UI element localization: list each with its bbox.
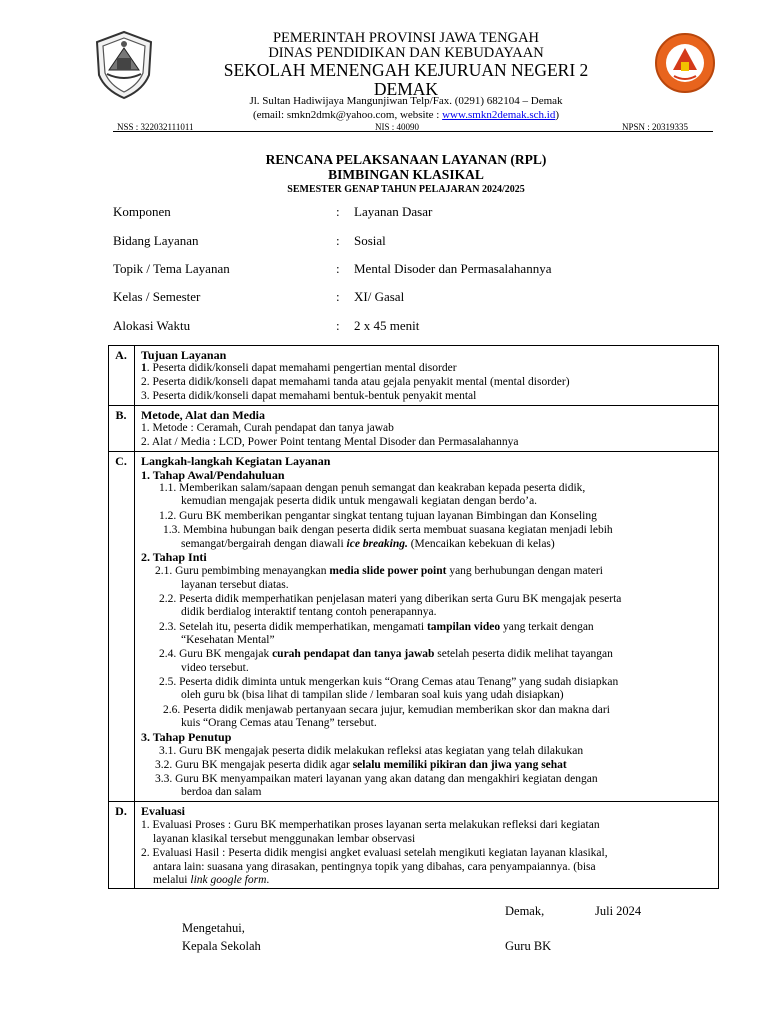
field-value-komponen: Layanan Dasar	[354, 204, 433, 219]
section-d-letter: D.	[115, 804, 127, 818]
step-2-2-cont: didik berdialog interaktif tentang contoh penerapannya.	[181, 606, 437, 618]
header-email: (email: smkn2dmk@yahoo.com, website :	[252, 109, 443, 121]
header-department: DINAS PENDIDIKAN DAN KEBUDAYAAN	[268, 45, 544, 61]
header-contact	[0, 109, 768, 122]
semester-label: SEMESTER GENAP TAHUN PELAJARAN 2024/2025	[287, 184, 525, 195]
row-divider	[108, 451, 719, 452]
section-b-letter: B.	[115, 408, 127, 422]
nis-number: NIS : 40090	[375, 122, 420, 132]
section-a-item-2: 2. Peserta didik/konseli dapat memahami tanda atau gejala penyakit mental (mental disorder)	[141, 376, 570, 388]
section-b-item-1: 1. Metode : Ceramah, Curah pendapat dan tanya jawab	[141, 422, 394, 434]
section-a-item-3: 3. Peserta didik/konseli dapat memahami bentuk-bentuk penyakit mental	[141, 390, 477, 402]
step-2-1	[155, 565, 603, 578]
signature-principal-role: Kepala Sekolah	[182, 939, 261, 953]
step-3-3-cont: berdoa dan salam	[181, 786, 262, 798]
ice-breaking-emphasis: ice breaking.	[346, 538, 408, 550]
section-a-item-1-number: 1	[141, 362, 147, 374]
nss-number: NSS : 322032111011	[117, 122, 194, 132]
signature-counselor-role: Guru BK	[505, 939, 552, 953]
section-b-title: Metode, Alat dan Media	[141, 408, 265, 422]
step-2-3-post: yang terkait dengan	[500, 621, 594, 633]
step-3-1: 3.1. Guru BK mengajak peserta didik melakukan refleksi atas kegiatan yang telah dilakukan	[159, 745, 584, 757]
field-label-topik: Topik / Tema Layanan	[113, 261, 230, 276]
section-a-title: Tujuan Layanan	[141, 348, 227, 362]
header-address: Jl. Sultan Hadiwijaya Mangunjiwan Telp/Fax. (0291) 682104 – Demak	[249, 95, 563, 107]
field-value-topik: Mental Disoder dan Permasalahannya	[354, 261, 552, 276]
step-1-3: 1.3. Membina hubungan baik dengan peserta didik serta membuat suasana kegiatan menjadi lebih	[163, 524, 613, 536]
step-2-1-text: 2.1. Guru pembimbing menayangkan	[155, 565, 330, 577]
header-school-name: SEKOLAH MENENGAH KEJURUAN NEGERI 2	[223, 60, 589, 80]
row-divider	[108, 801, 719, 802]
field-value-bidang: Sosial	[354, 233, 386, 248]
field-label-komponen: Komponen	[113, 204, 171, 219]
section-c-title: Langkah-langkah Kegiatan Layanan	[141, 454, 331, 468]
field-colon: :	[336, 261, 340, 276]
step-2-5: 2.5. Peserta didik diminta untuk mengerkan kuis “Orang Cemas atau Tenang” yang sudah disiapkan	[159, 676, 619, 688]
document-subtitle: BIMBINGAN KLASIKAL	[328, 167, 484, 182]
stage-2-title: 2. Tahap Inti	[141, 550, 207, 564]
signature-acknowledge: Mengetahui,	[182, 921, 245, 935]
step-2-5-cont: oleh guru bk (bisa lihat di tampilan slide / lembaran soal kuis yang udah disiapkan)	[181, 689, 564, 701]
field-value-alokasi: 2 x 45 menit	[354, 318, 420, 333]
section-d-item-1-cont: layanan klasikal tersebut menggunakan lembar observasi	[153, 833, 416, 845]
step-2-3-text: 2.3. Setelah itu, peserta didik memperhatikan, mengamati	[159, 621, 427, 633]
step-2-1-cont: layanan tersebut diatas.	[181, 579, 289, 591]
field-label-kelas: Kelas / Semester	[113, 289, 201, 304]
section-d-title: Evaluasi	[141, 804, 186, 818]
field-value-kelas: XI/ Gasal	[354, 289, 405, 304]
section-d-item-2-cont2	[153, 874, 269, 887]
section-a-item-1	[141, 362, 457, 375]
website-link[interactable]: www.smkn2demak.sch.id	[442, 109, 556, 121]
stage-1-title: 1. Tahap Awal/Pendahuluan	[141, 468, 285, 482]
section-d-item-2-cont2-text: melalui	[153, 874, 191, 886]
field-label-bidang: Bidang Layanan	[113, 233, 199, 248]
step-3-2	[155, 759, 567, 772]
step-3-2-text: 3.2. Guru BK mengajak peserta didik agar	[155, 759, 353, 771]
step-2-6: 2.6. Peserta didik menjawab pertanyaan secara jujur, kemudian memberikan skor dan makna dari	[163, 704, 610, 716]
field-label-alokasi: Alokasi Waktu	[113, 318, 191, 333]
step-2-3-cont: “Kesehatan Mental”	[181, 634, 275, 646]
signature-place: Demak,	[505, 904, 545, 918]
field-colon: :	[336, 204, 340, 219]
field-colon: :	[336, 233, 340, 248]
signature-date: Juli 2024	[595, 904, 642, 918]
step-2-6-cont: kuis “Orang Cemas atau Tenang” tersebut.	[181, 717, 377, 729]
step-2-1-post: yang berhubungan dengan materi	[446, 565, 603, 577]
section-a-letter: A.	[115, 348, 127, 362]
step-1-1: 1.1. Memberikan salam/sapaan dengan penuh semangat dan keakraban kepada peserta didik,	[159, 482, 586, 494]
step-3-2-bold: selalu memiliki pikiran dan jiwa yang sehat	[352, 759, 567, 771]
npsn-number: NPSN : 20319335	[622, 122, 689, 132]
step-3-3: 3.3. Guru BK menyampaikan materi layanan yang akan datang dan mengakhiri kegiatan dengan	[155, 773, 598, 785]
table-column-divider	[134, 345, 135, 889]
field-colon: :	[336, 318, 340, 333]
section-d-item-2-cont2-end: .	[266, 874, 270, 886]
step-2-4-text: 2.4. Guru BK mengajak	[159, 648, 273, 660]
header-school-city: DEMAK	[373, 79, 439, 99]
step-1-3-cont-note: (Mencaikan kebekuan di kelas)	[407, 538, 555, 550]
step-2-4	[159, 648, 613, 661]
google-form-link-text: link google form	[190, 874, 267, 886]
step-2-3	[159, 621, 594, 634]
step-2-1-bold: media slide power point	[329, 565, 447, 577]
header-divider	[113, 131, 713, 132]
section-d-item-2: 2. Evaluasi Hasil : Peserta didik mengisi angket evaluasi setelah mengikuti kegiatan layanan klasikal,	[141, 847, 608, 859]
header-government: PEMERINTAH PROVINSI JAWA TENGAH	[272, 30, 540, 46]
section-b-item-2: 2. Alat / Media : LCD, Power Point tentang Mental Disoder dan Permasalahannya	[141, 436, 519, 448]
step-2-4-bold: curah pendapat dan tanya jawab	[272, 648, 435, 660]
section-a-item-1-text: . Peserta didik/konseli dapat memahami pengertian mental disorder	[146, 362, 457, 374]
step-2-4-cont: video tersebut.	[181, 662, 249, 674]
field-colon: :	[336, 289, 340, 304]
stage-3-title: 3. Tahap Penutup	[141, 730, 232, 744]
section-d-item-2-cont: antara lain: suasana yang dirasakan, pentingnya topik yang dibahas, cara penyampaiannya. (bisa	[153, 861, 596, 873]
step-1-3-cont-text: semangat/bergairah dengan diawali	[181, 538, 347, 550]
section-c-letter: C.	[115, 454, 127, 468]
document-title: RENCANA PELAKSANAAN LAYANAN (RPL)	[265, 152, 547, 167]
section-d-item-1: 1. Evaluasi Proses : Guru BK memperhatikan proses layanan serta melakukan refleksi dari kegiatan	[141, 819, 600, 831]
step-1-2: 1.2. Guru BK memberikan pengantar singkat tentang tujuan layanan Bimbingan dan Konseling	[159, 510, 597, 522]
step-1-3-cont	[181, 538, 555, 551]
step-2-3-bold: tampilan video	[426, 621, 501, 633]
step-2-4-post: setelah peserta didik melihat tayangan	[434, 648, 613, 660]
row-divider	[108, 405, 719, 406]
step-1-1-cont: kemudian mengajak peserta didik untuk mengawali kegiatan dengan berdo’a.	[181, 495, 538, 507]
step-2-2: 2.2. Peserta didik memperhatikan penjelasan materi yang diberikan serta Guru BK mengajak peserta	[159, 593, 622, 605]
header-contact-close: )	[555, 109, 560, 121]
